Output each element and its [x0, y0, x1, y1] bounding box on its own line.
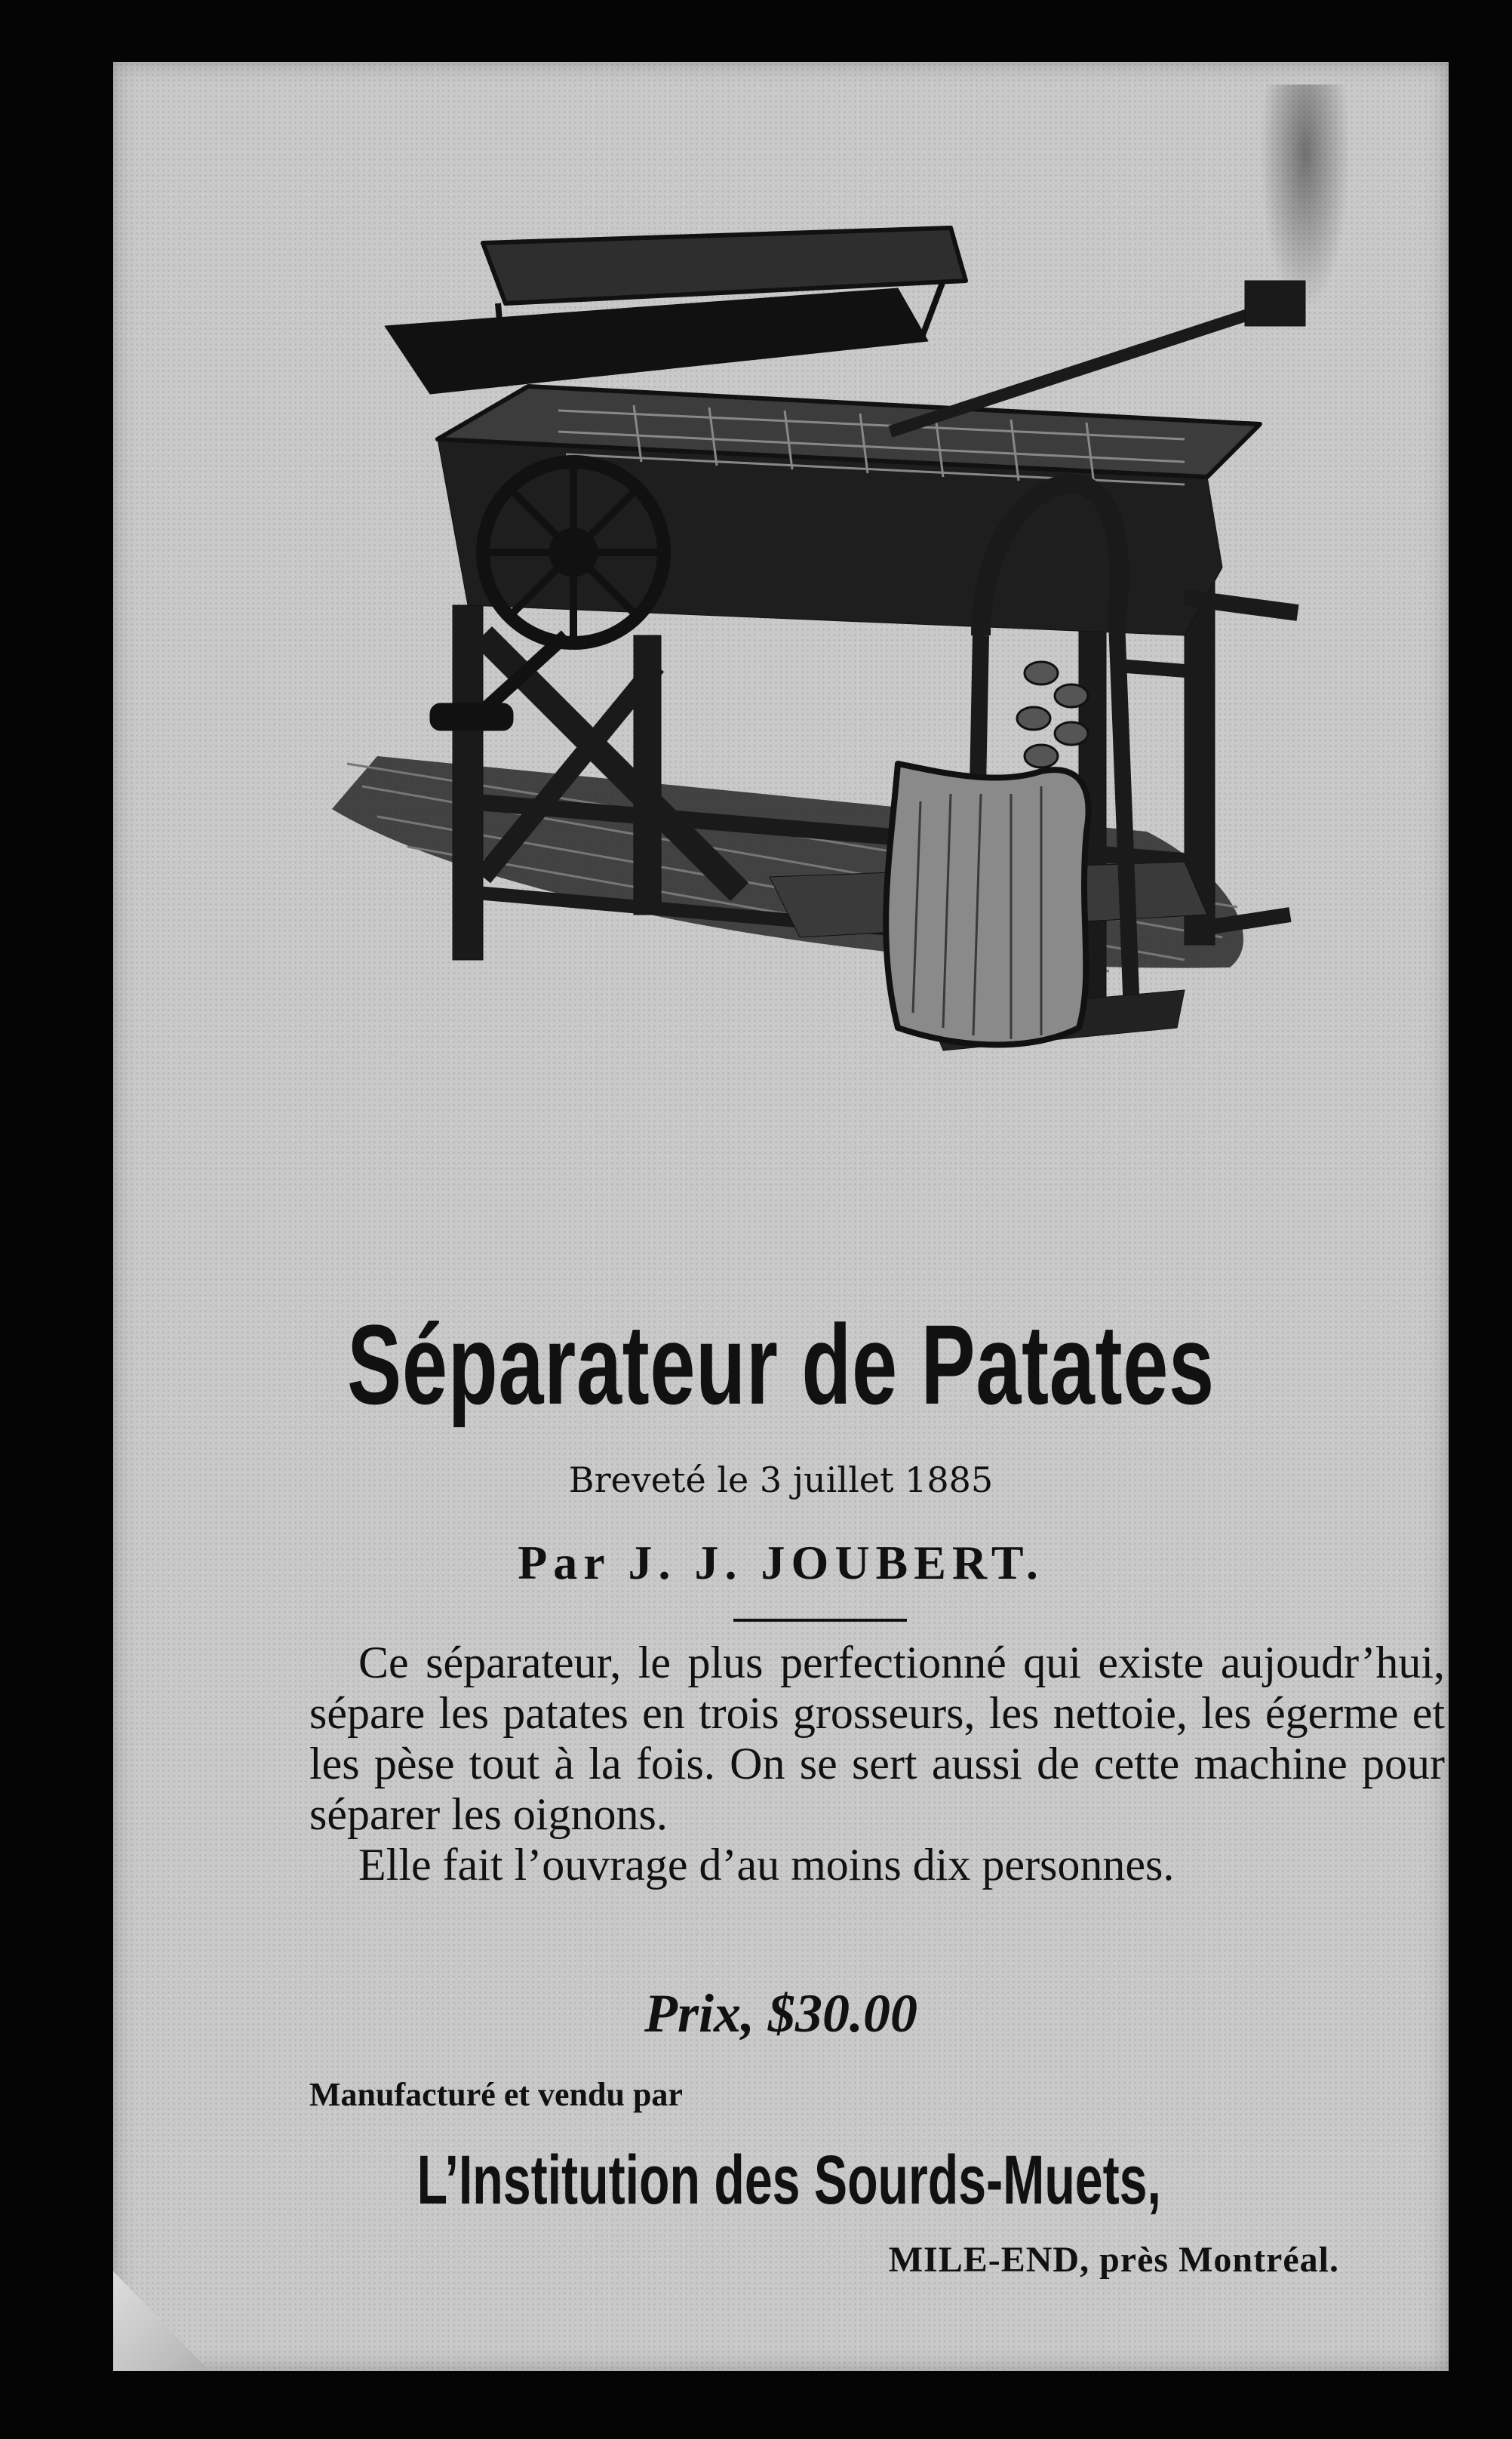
price-line: Prix, $30.00 — [644, 1983, 917, 2044]
description-paragraph: Elle fait l’ouvrage d’au moins dix personnes. — [358, 1840, 1175, 1890]
maker-label: Manufacturé et vendu par — [309, 2076, 683, 2113]
advertisement-card — [113, 62, 1449, 2371]
description-paragraph: Ce séparateur, le plus perfectionné qui existe aujoudr’hui, sépare les patates en trois grosseurs, les nettoie, les égerme et les pèse tout à la fois. On se sert aussi de cette machine pour séparer les oignons. — [309, 1638, 1445, 1839]
folded-corner — [113, 2243, 279, 2371]
institution-address: MILE-END, près Montréal. — [888, 2240, 1339, 2280]
patent-date: Breveté le 3 juillet 1885 — [568, 1459, 994, 1500]
divider-rule — [733, 1619, 907, 1622]
author-line: Par J. J. JOUBERT. — [518, 1536, 1044, 1589]
advert-title: Séparateur de Patates — [347, 1301, 1215, 1428]
potato-separator-illustration — [317, 213, 1320, 1277]
institution-name: L’Institution des Sourds-Muets, — [416, 2142, 1161, 2219]
description-text — [309, 1638, 1445, 1890]
